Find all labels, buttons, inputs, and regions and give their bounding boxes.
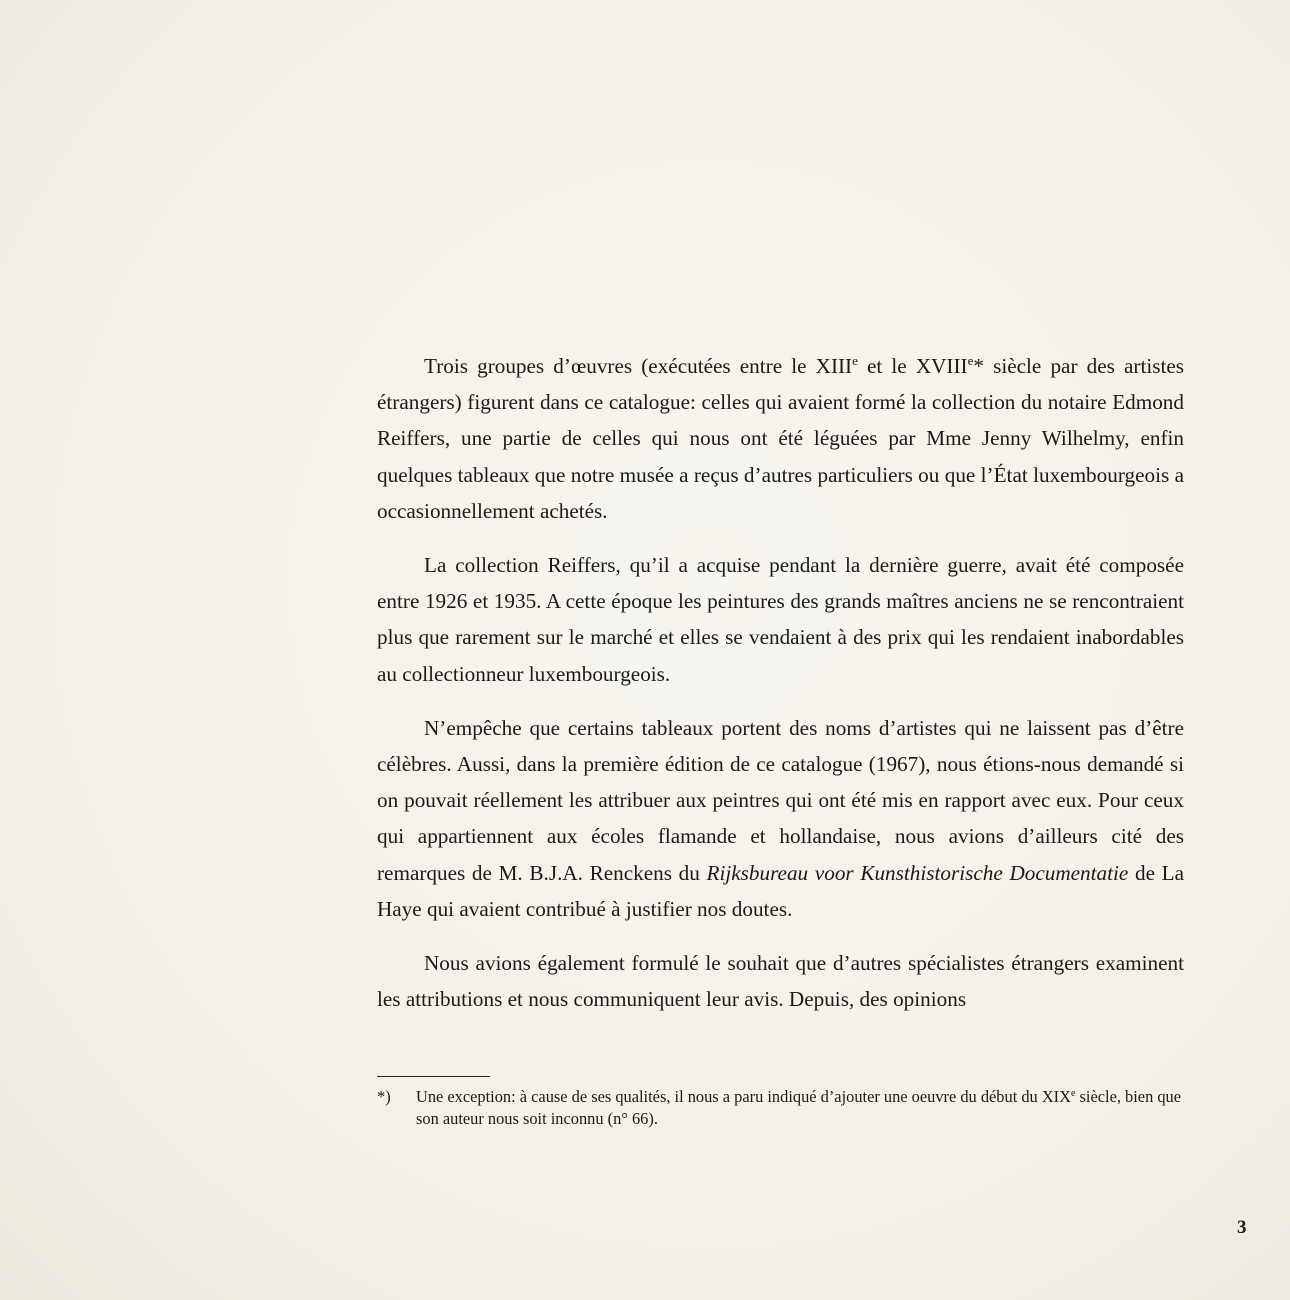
text-run: Nous avions également formulé le souhait que d’autres spécialistes étrangers examinent les attributions et nous communiquent leur avis. Depuis, des opinions [377,951,1184,1012]
page-number: 3 [1237,1217,1247,1238]
text-run: Une exception: à cause de ses qualités, il nous a paru indiqué d’ajouter une oeuvre du début du XIX [416,1087,1071,1106]
paragraph [377,348,1184,529]
superscript: e [1070,1088,1076,1099]
footnote-text [416,1086,1184,1130]
paragraph [377,547,1184,692]
text-run: N’empêche que certains tableaux portent des noms d’artistes qui ne laissent pas d’être célèbres. Aussi, dans la première édition de ce catalogue (1967), nous étions-nous demandé si on pouvait réellement les attribuer aux peintres qui ont été mis en rapport avec eux. Pour ceux qui appartiennent aux écoles flamande et hollandaise, nous avions d’ailleurs cité des remarques de M. B.J.A. Renckens du [377,715,1184,885]
text-run: La collection Reiffers, qu’il a acquise pendant la dernière guerre, avait été composée entre 1926 et 1935. A cette époque les peintures des grands maîtres anciens ne se rencontraient plus que rarement sur le marché et elles se vendaient à des prix qui les rendaient inabordables au collectionneur luxembourgeois. [377,553,1184,686]
footnote-marker: *) [377,1087,391,1106]
text-run: de La Haye qui avaient contribué à justifier nos doutes. [377,860,1184,921]
text-run: siècle, bien que son auteur nous soit inconnu (n° 66). [416,1087,1182,1128]
superscript: e [967,353,974,368]
paragraph [377,945,1184,1017]
text-run: et le XVIII [857,354,968,378]
paragraph [377,710,1184,927]
italic-title: Rijksbureau voor Kunsthistorische Documentatie [706,860,1129,885]
superscript: e [852,353,858,368]
text-run: * siècle par des artistes étrangers) figurent dans ce catalogue: celles qui avaient formé la collection du notaire Edmond Reiffers, une partie de celles qui nous ont été léguées par Mme Jenny Wilhelmy, enfin quelques tableaux que notre musée a reçus d’autres particuliers ou que l’État luxembourgeois a occasionnellement achetés. [377,354,1184,523]
footnote [377,1086,1184,1130]
body-text [377,348,1184,1017]
footnote-divider [377,1076,490,1077]
text-run: Trois groupes d’œuvres (exécutées entre le XIII [424,354,853,378]
